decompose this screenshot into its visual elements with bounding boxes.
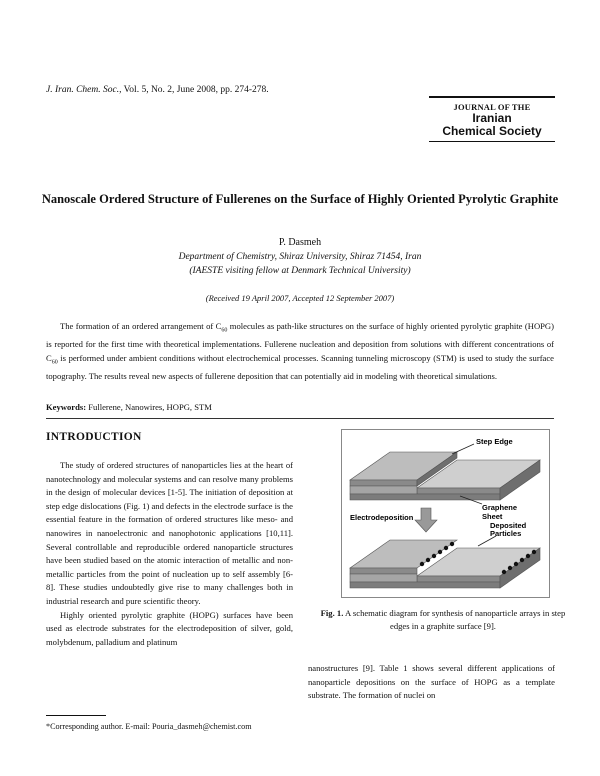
step-edge-pointer xyxy=(452,444,474,454)
footnote-rule xyxy=(46,715,106,716)
label-electrodeposition: Electrodeposition xyxy=(350,513,414,522)
masthead-rule-top xyxy=(429,96,555,98)
affiliation-2: (IAESTE visiting fellow at Denmark Technical University) xyxy=(189,266,411,276)
journal-of-the: JOURNAL OF THE xyxy=(453,102,531,112)
journal-masthead xyxy=(429,96,555,142)
abstract xyxy=(46,320,554,383)
down-arrow-icon xyxy=(415,508,437,532)
abstract-part-2: molecules as path-like structures on the surface of highly oriented pyrolytic graphite (HOPG) is reported for the first time with theoretical implementations. Fullerene nucleation and deposition from solutions with different concentrations of C xyxy=(46,321,554,363)
top-graphite-sheets xyxy=(350,452,540,500)
corresponding-author-footnote: *Corresponding author. E-mail: Pouria_dasmeh@chemist.com xyxy=(46,722,252,731)
citation-line xyxy=(46,85,269,95)
intro-paragraph-1: The study of ordered structures of nanoparticles lies at the heart of nanotechnology and molecular systems and can resolve many problems in the design of molecular devices [1-5]. The initiation of deposition at step edge dislocations (Fig. 1) and defects in the electrode surface is the essential feature in the formation of ordered structures like meso- and nanowires in nanoelectronic and nanophotonic applications [10,11]. Several controllable and reproducible ordered nanoparticle structures have been studied based on the atomic interaction of metallic and non-metallic particles from the point of nucleation up to self assembly [6-8]. These studies undoubtedly give rise to many challenges both in industrial research and pure scientific theory. xyxy=(46,460,293,606)
right-column-text: nanostructures [9]. Table 1 shows several different applications of nanoparticle depositions on the surface of HOPG as a template substrate. The formation of nuclei on xyxy=(308,663,555,701)
abstract-sub-2: 60 xyxy=(51,359,58,366)
figure-1 xyxy=(341,429,550,598)
abstract-part-1: The formation of an ordered arrangement of C xyxy=(60,321,222,331)
figure-caption-text: A schematic diagram for synthesis of nanoparticle arrays in step edges in a graphite surface [9]. xyxy=(343,608,566,631)
abstract-sub-1: 60 xyxy=(221,327,228,334)
journal-society: Chemical Society xyxy=(442,124,542,138)
figure-caption xyxy=(318,607,568,633)
keywords-line xyxy=(46,402,212,412)
article-title: Nanoscale Ordered Structure of Fullerenes on the Surface of Highly Oriented Pyrolytic Graphite xyxy=(41,192,559,206)
affiliation-1: Department of Chemistry, Shiraz University, Shiraz 71454, Iran xyxy=(178,252,422,262)
keywords-text: Fullerene, Nanowires, HOPG, STM xyxy=(86,402,212,412)
figure-caption-label: Fig. 1. xyxy=(320,608,344,618)
intro-paragraph-2: Highly oriented pyrolytic graphite (HOPG) surfaces have been used as electrode substrates for the electrodeposition of silver, gold, molybdenum, palladium and platinum xyxy=(46,609,293,647)
label-particles: Particles xyxy=(490,529,522,538)
keywords-divider xyxy=(46,418,554,419)
journal-iranian: Iranian xyxy=(472,111,512,125)
label-step-edge: Step Edge xyxy=(476,437,513,446)
left-column-text xyxy=(46,459,293,649)
received-dates: (Received 19 April 2007, Accepted 12 September 2007) xyxy=(205,293,395,303)
author-name: P. Dasmeh xyxy=(278,237,322,248)
label-graphene: Graphene xyxy=(482,503,518,512)
label-sheet: Sheet xyxy=(482,512,503,521)
abstract-part-3: is performed under ambient conditions without electrochemical processes. Scanning tunneling microscopy (STM) is used to study the surface topography. The results reveal new aspects of fullerene deposition that can potentially aid in modeling with theoretical simulations. xyxy=(46,352,554,381)
label-deposited: Deposited xyxy=(490,521,527,530)
introduction-heading: INTRODUCTION xyxy=(46,431,142,443)
citation-rest: Vol. 5, No. 2, June 2008, pp. 274-278. xyxy=(121,85,269,95)
keywords-label: Keywords: xyxy=(46,402,87,412)
journal-abbrev: J. Iran. Chem. Soc., xyxy=(46,85,122,95)
graphite-schematic xyxy=(342,430,549,597)
masthead-rule-bottom xyxy=(429,141,555,142)
